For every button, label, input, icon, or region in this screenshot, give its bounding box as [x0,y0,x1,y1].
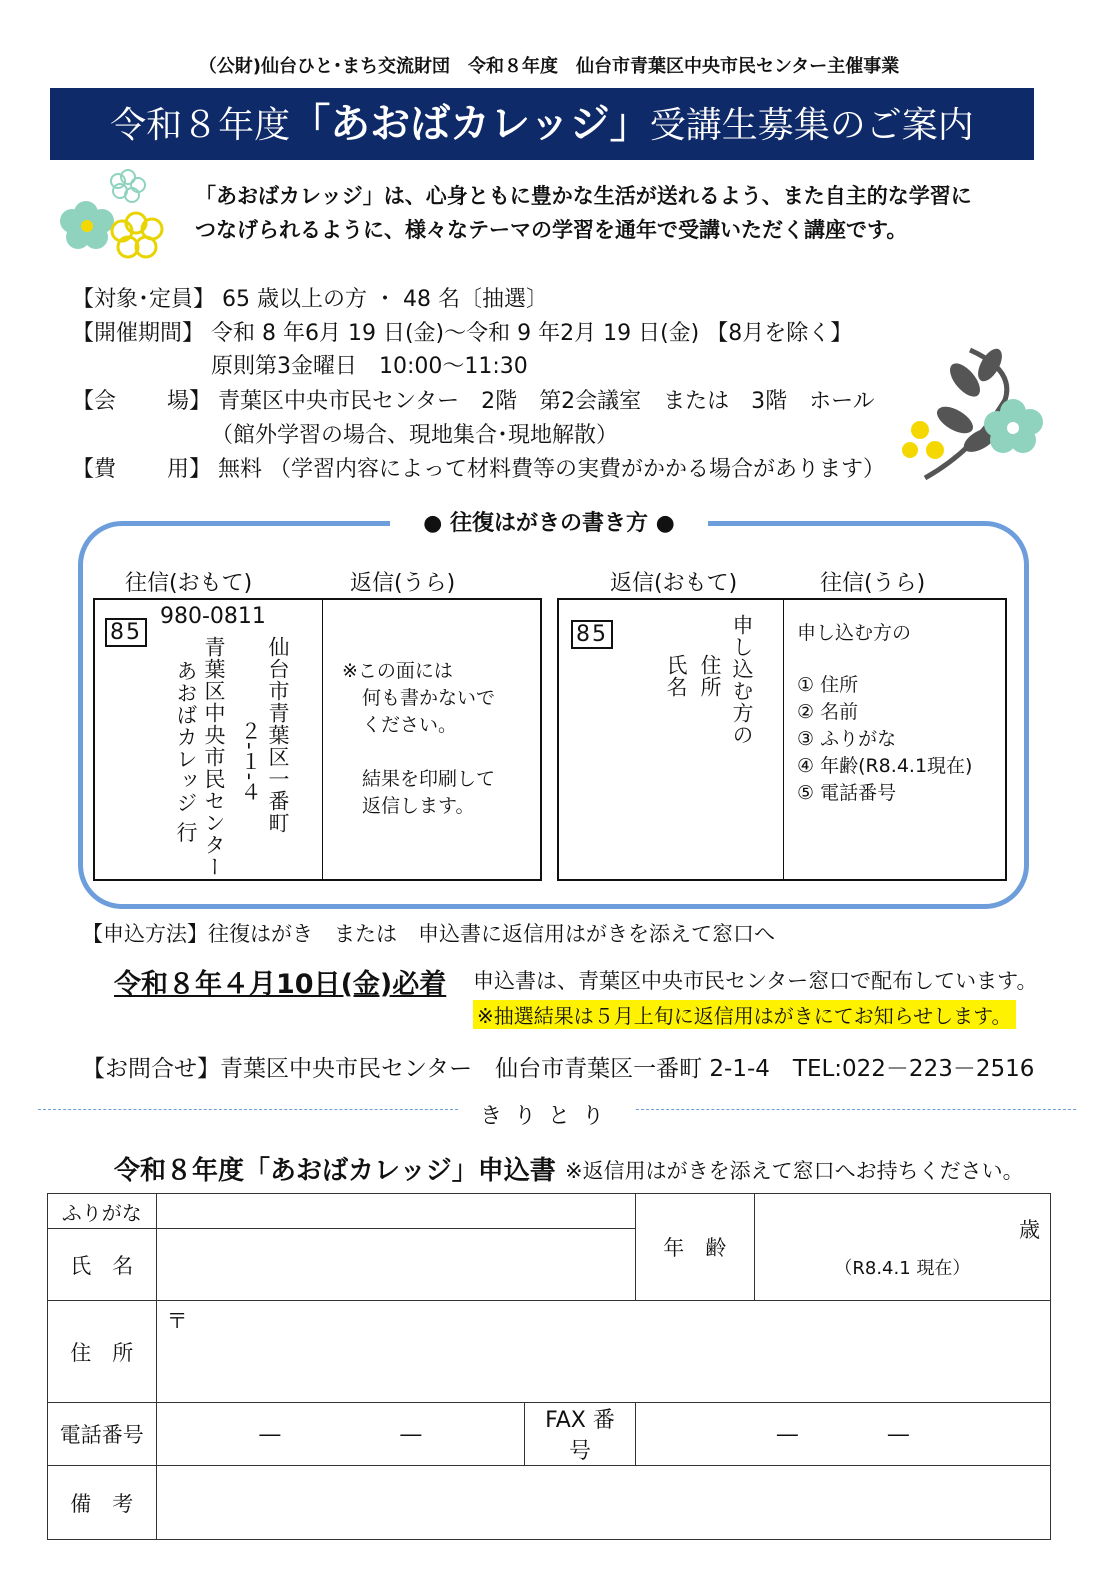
label-outgoing-back: 往信(うら) [820,571,926,596]
fax-field[interactable]: ― ― [635,1403,1050,1466]
reply-front-title: 申し込む方の [730,614,754,746]
title-banner [50,88,1034,160]
howto-title: ● 往復はがきの書き方 ● [390,506,708,537]
cut-line-left [38,1109,458,1110]
outgoing-back-list: ① 住所 ② 名前 ③ ふりがな ④ 年齢(R8.4.1現在) ⑤ 電話番号 [797,674,973,804]
reply-back-text: ※この面には 何も書かないで ください。 結果を印刷して 返信します。 [342,660,496,817]
title-post: 受講生募集のご案内 [649,105,974,146]
fax-label: FAX 番号 [525,1403,636,1466]
address-line-4: あおばカレッジ 行 [174,660,198,844]
flower-branch-icon [895,340,1050,485]
remarks-field[interactable] [156,1466,1050,1540]
apply-method: 【申込方法】往復はがき または 申込書に返信用はがきを添えて窓口へ [82,922,775,946]
cut-label: きりとり [480,1104,617,1129]
phone-field[interactable]: ― ― [156,1403,525,1466]
name-field[interactable] [156,1229,635,1301]
intro-line-1: 「あおばカレッジ」は、心身ともに豊かな生活が送れるよう、また自主的な学習に [195,184,972,208]
furigana-field[interactable] [156,1194,635,1229]
organizer-line: （公財)仙台ひと･まち交流財団 令和８年度 仙台市青葉区中央市民センター主催事業 [198,56,900,77]
furigana-label: ふりがな [48,1194,157,1229]
info-venue: 【会 場】 青葉区中央市民センター 2階 第2会議室 または 3階 ホール [72,389,875,414]
outgoing-back-title: 申し込む方の [797,622,912,644]
flower-icon [58,165,173,260]
info-venue-note: （館外学習の場合、現地集合･現地解散） [72,423,618,448]
label-reply-back: 返信(うら) [350,571,456,596]
postal-box: 85 [105,618,147,647]
intro-line-2: つなげられるように、様々なテーマの学習を通年で受講いただく講座です。 [195,218,908,242]
phone-label: 電話番号 [48,1403,157,1466]
address-line-3: 青葉区中央市民センター [202,636,226,878]
postal-box: 85 [571,620,613,649]
remarks-label: 備 考 [48,1466,157,1540]
label-reply-front: 返信(おもて) [610,571,738,596]
form-note: ※返信用はがきを添えて窓口へお持ちください。 [565,1159,1024,1183]
postcard-left [93,598,542,881]
info-fee: 【費 用】 無料 （学習内容によって材料費等の実費がかかる場合があります） [72,457,885,482]
info-target: 【対象･定員】 65 歳以上の方 ・ 48 名〔抽選〕 [72,287,548,312]
postcard-right [557,598,1007,881]
age-field[interactable]: 歳 （R8.4.1 現在） [754,1194,1050,1301]
form-title: 令和８年度「あおばカレッジ」申込書 [114,1156,556,1186]
info-period: 【開催期間】 令和 8 年6月 19 日(金)～令和 9 年2月 19 日(金) 【8月を除く】 [72,321,853,346]
zip-code: 980-0811 [160,604,266,629]
address-line-2: ２-１-４ [238,720,262,804]
lottery-note: ※抽選結果は５月上旬に返信用はがきにてお知らせします。 [473,1000,1016,1029]
reply-front-address: 住所 [698,654,722,698]
application-form [47,1193,1051,1540]
reply-front-name: 氏名 [664,654,688,698]
title-pre: 令和８年度 [110,105,291,146]
address-field[interactable]: 〒 [156,1301,1050,1403]
address-line-1: 仙台市青葉区一番町 [266,636,290,834]
title-main: 「あおばカレッジ」 [290,101,650,147]
info-time: 原則第3金曜日 10:00～11:30 [72,354,528,379]
distribution-note: 申込書は、青葉区中央市民センター窓口で配布しています。 [473,969,1038,993]
inquiry: 【お問合せ】青葉区中央市民センター 仙台市青葉区一番町 2-1-4 TEL:022－223－2516 [82,1056,1035,1082]
name-label: 氏 名 [48,1229,157,1301]
age-label: 年 齢 [635,1194,754,1301]
deadline: 令和８年４月10日(金)必着 [114,969,447,1000]
label-outgoing-front: 往信(おもて) [125,571,253,596]
cut-line-right [636,1109,1076,1110]
address-label: 住 所 [48,1301,157,1403]
